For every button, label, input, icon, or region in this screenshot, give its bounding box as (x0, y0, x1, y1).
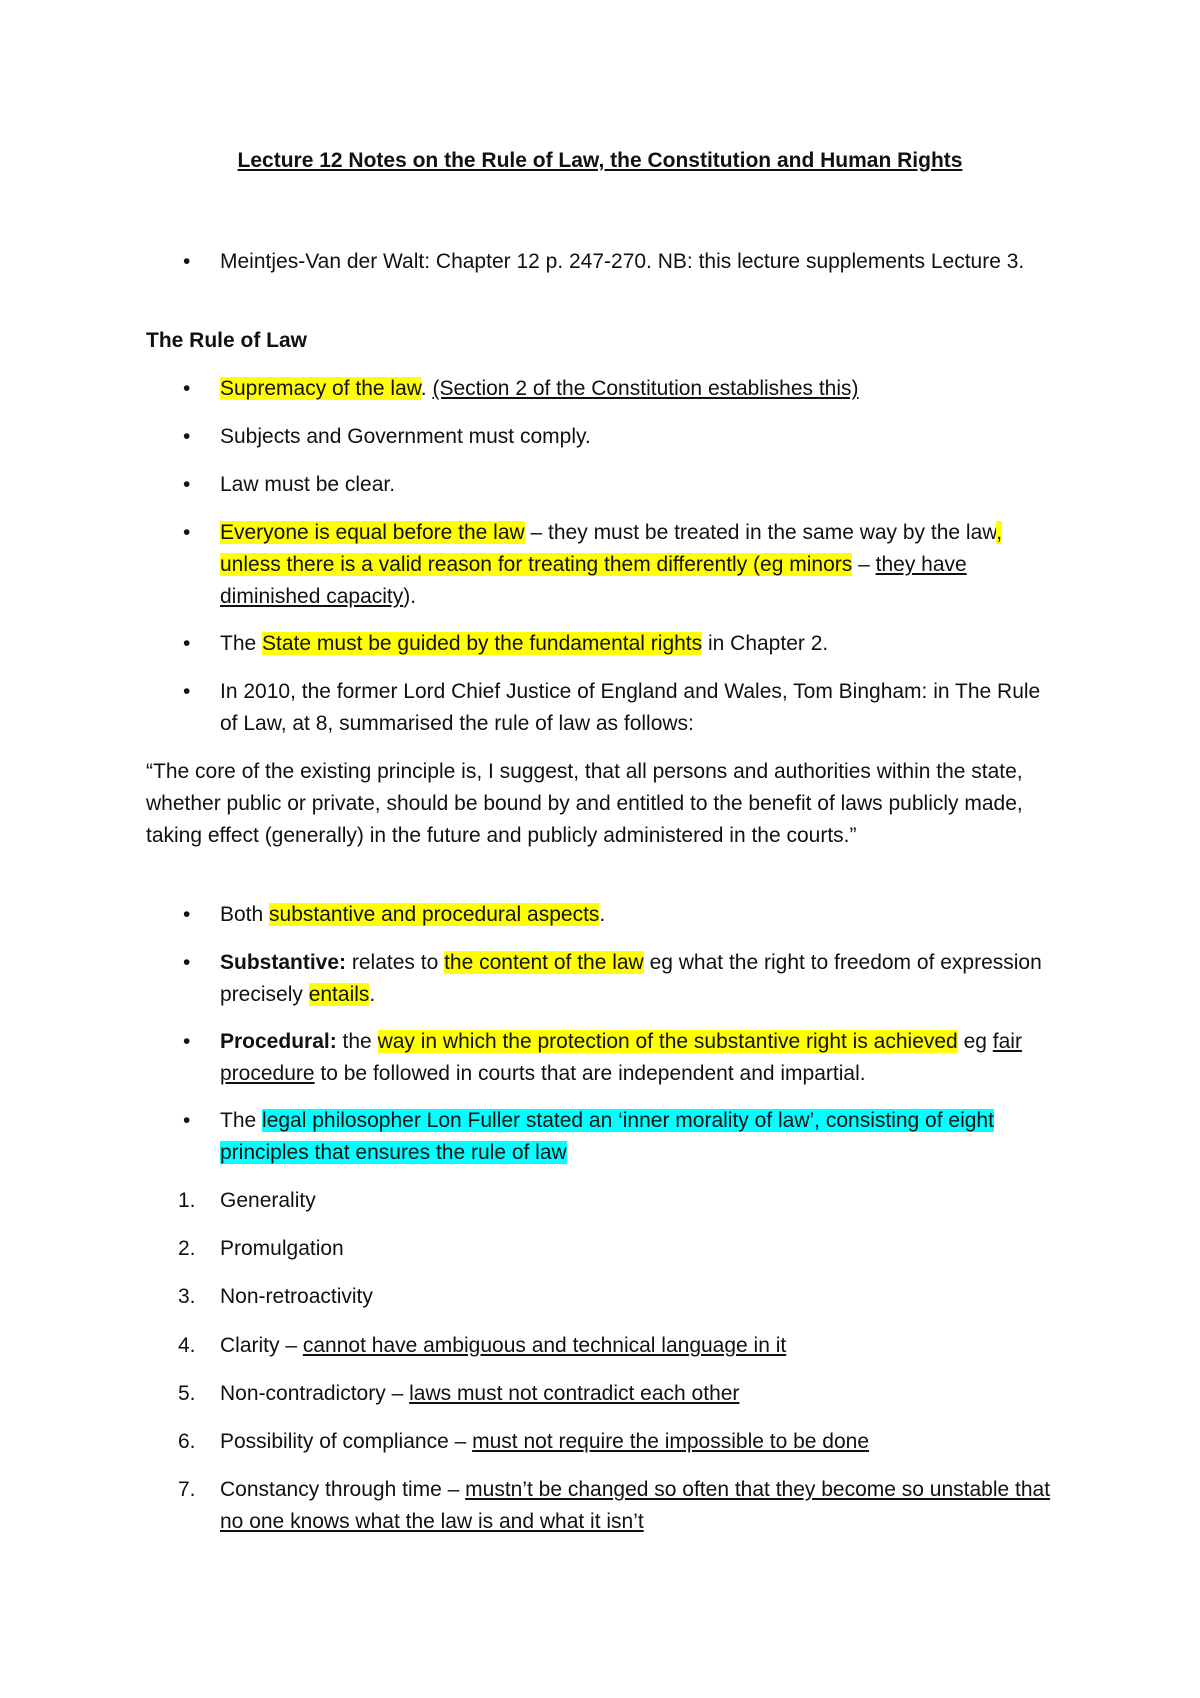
highlight: Everyone is equal before the law (220, 521, 525, 544)
highlight: way in which the protection of the substantive right is achieved (377, 1030, 958, 1053)
underlined-text: fair procedure (220, 1030, 1022, 1085)
bullet-marker: • (183, 473, 191, 496)
bingham-quote: “The core of the existing principle is, I suggest, that all persons and authorities within the state, whether public or private, should be bound by and entitled to the benefit of laws publicly made, taking effect (generally) in the future and publicly administered in the courts.” (146, 760, 1023, 847)
principle-name: Non-retroactivity (220, 1285, 373, 1308)
principle-detail: laws must not contradict each other (409, 1382, 740, 1405)
highlight: entails (308, 983, 370, 1006)
principle-item (220, 1233, 1060, 1265)
document-title: Lecture 12 Notes on the Rule of Law, the Constitution and Human Rights (237, 149, 963, 172)
principle-item (220, 1281, 1060, 1313)
text-span: ). (403, 585, 417, 608)
principle-name: Generality (220, 1189, 316, 1212)
bullet-marker: • (183, 250, 191, 273)
text-span: – (385, 1382, 410, 1405)
principle-detail: cannot have ambiguous and technical language in it (302, 1334, 787, 1357)
text-span: eg what the right to freedom of expression precisely (220, 951, 1042, 1006)
text-span: relates to (346, 951, 445, 974)
bullet-supremacy (220, 373, 1060, 405)
bullet-procedural (220, 1026, 1060, 1090)
bullet-marker: • (183, 903, 191, 926)
term-label: Procedural: (220, 1030, 337, 1053)
bullet-marker: • (183, 377, 191, 400)
text-span: – (448, 1430, 473, 1453)
principle-item (220, 1185, 1060, 1217)
principle-item (220, 1378, 1060, 1410)
text-span: . (369, 983, 376, 1006)
principle-name: Constancy through time (220, 1478, 442, 1501)
list-number: 1. (178, 1189, 196, 1212)
bullet-marker: • (183, 521, 191, 544)
bullet-comply: Subjects and Government must comply. (220, 425, 591, 448)
text-span: – (852, 553, 876, 576)
highlight: State must be guided by the fundamental rights (262, 632, 703, 655)
text-span: eg (957, 1030, 993, 1053)
bullet-substantive (220, 947, 1060, 1011)
text-span: – (279, 1334, 303, 1357)
intro-bullet: Meintjes-Van der Walt: Chapter 12 p. 247-270. NB: this lecture supplements Lecture 3. (220, 250, 1025, 273)
section-heading: The Rule of Law (146, 329, 308, 352)
principle-name: Clarity (220, 1334, 280, 1357)
bullet-marker: • (183, 1030, 191, 1053)
highlight: the content of the law (444, 951, 644, 974)
bullet-marker: • (183, 425, 191, 448)
bullet-fuller (220, 1105, 1060, 1169)
list-number: 5. (178, 1382, 196, 1405)
list-number: 2. (178, 1237, 196, 1260)
list-number: 4. (178, 1334, 196, 1357)
text-span: The (220, 1109, 263, 1132)
principle-name: Promulgation (220, 1237, 344, 1260)
text-span: . (599, 903, 606, 926)
principle-item (220, 1474, 1060, 1538)
text-span: The (220, 632, 263, 655)
bullet-marker: • (183, 951, 191, 974)
text-span: . (420, 377, 433, 400)
bullet-marker: • (183, 680, 191, 703)
highlight: , unless there is a valid reason for treating them differently (eg minors (220, 521, 1003, 576)
text-span: Both (220, 903, 270, 926)
highlight: substantive and procedural aspects (269, 903, 600, 926)
text-span: – (441, 1478, 466, 1501)
highlight: Supremacy of the law (220, 377, 421, 400)
underlined-text: they have diminished capacity (220, 553, 967, 608)
bullet-marker: • (183, 1109, 191, 1132)
bullet-aspects (220, 899, 1060, 931)
term-label: Substantive: (220, 951, 347, 974)
principle-name: Possibility of compliance (220, 1430, 449, 1453)
bullet-bingham: In 2010, the former Lord Chief Justice of England and Wales, Tom Bingham: in The Rule of Law, at 8, summarised the rule of law as follows: (220, 680, 1041, 735)
principle-detail: must not require the impossible to be done (472, 1430, 870, 1453)
principle-name: Non-contradictory (220, 1382, 386, 1405)
list-number: 6. (178, 1430, 196, 1453)
text-span: in Chapter 2. (702, 632, 829, 655)
list-number: 3. (178, 1285, 196, 1308)
list-number: 7. (178, 1478, 196, 1501)
principle-item (220, 1330, 1060, 1362)
text-span: to be followed in courts that are independent and impartial. (314, 1062, 866, 1085)
text-span: the (336, 1030, 378, 1053)
cyan-highlight: legal philosopher Lon Fuller stated an ‘inner morality of law’, consisting of eight principles that ensures the rule of law (220, 1109, 994, 1164)
underlined-text: (Section 2 of the Constitution establishes this) (432, 377, 859, 400)
bullet-state (220, 628, 1060, 660)
text-span: – they must be treated in the same way by the law (524, 521, 997, 544)
bullet-equality (220, 517, 1060, 613)
bullet-clear: Law must be clear. (220, 473, 396, 496)
principle-detail: mustn’t be changed so often that they become so unstable that no one knows what the law is and what it isn’t (220, 1478, 1051, 1533)
principle-item (220, 1426, 1060, 1458)
bullet-marker: • (183, 632, 191, 655)
